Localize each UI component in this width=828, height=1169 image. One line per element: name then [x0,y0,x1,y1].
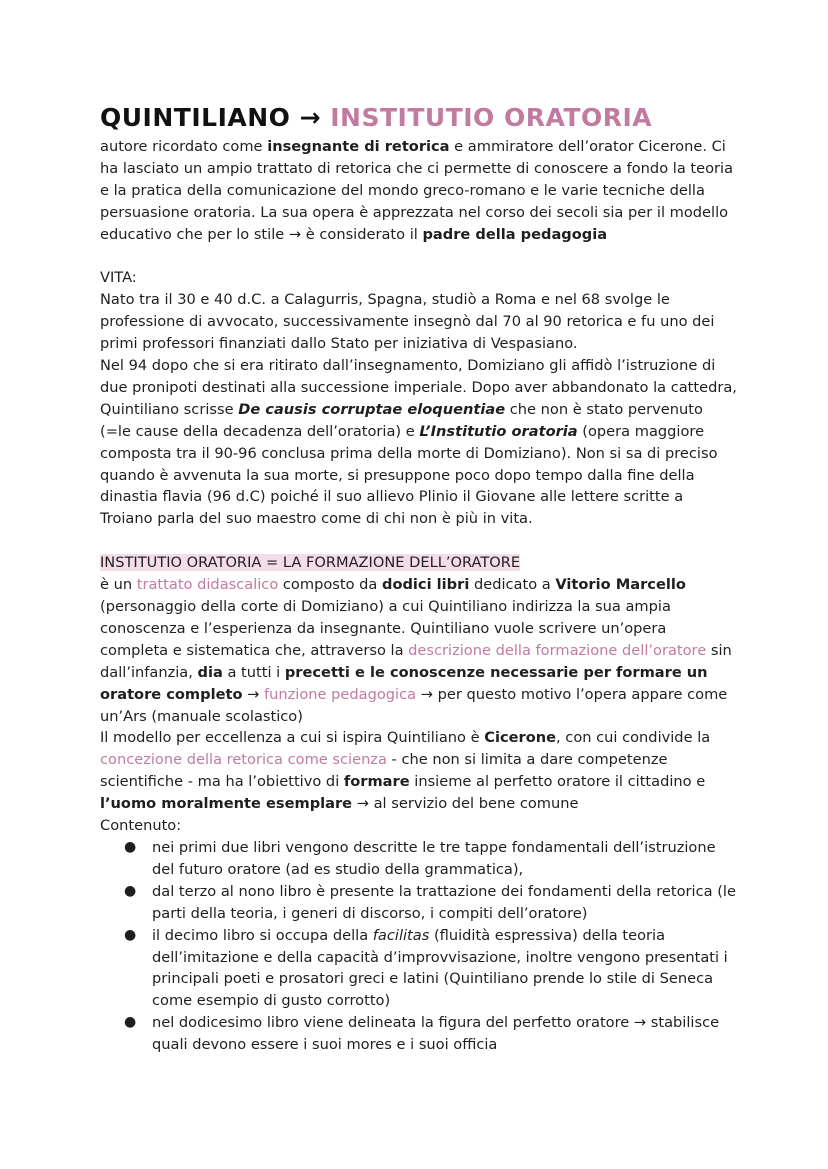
list-item [124,925,738,1013]
accent-text: concezione della retorica come scienza [100,751,387,769]
bold-text: Cicerone [484,729,557,747]
bullet-icon: ● [124,1014,137,1031]
intro-bold-1: insegnante di retorica [267,138,450,155]
vita-work-title-1: De causis corruptae eloquentiae [238,400,506,418]
vita-work-title-2: L’Institutio oratoria [419,422,578,440]
text: (personaggio della corte di Domiziano) a cui Quintiliano indirizza la sua ampia conoscenza e l’esperienza da insegnante. Quintiliano vuole scrivere un’opera completa e sistematica che, attraverso la [100,598,671,659]
text: → [242,685,264,703]
text: sin dall’infanzia, [100,641,732,681]
vita-text-c: che non è stato pervenuto (=le cause della decadenza dell’oratoria) e [100,400,703,440]
institutio-paragraph-1 [100,574,738,727]
page-title [100,100,738,136]
spacer [100,530,738,552]
text: , con cui condivide la [556,729,711,747]
list-item-text: dal terzo al nono libro è presente la trattazione dei fondamenti della retorica (le parti della teoria, i generi di discorso, i compiti dell’oratore) [152,882,736,922]
vita-heading: VITA: [100,269,137,287]
text: Il modello per eccellenza a cui si ispira Quintiliano è [100,729,485,747]
text: → al servizio del bene comune [352,795,579,813]
bold-text: dodici libri [382,576,470,594]
list-item-text: il decimo libro si occupa della [152,926,373,944]
list-item [124,837,738,881]
bold-text: precetti e le conoscenze necessarie per formare un oratore completo [100,663,708,703]
accent-text: trattato didascalico [136,576,279,594]
bullet-icon: ● [124,882,137,899]
text: dedicato a [469,576,556,594]
title-arrow: → [290,103,331,132]
text: insieme al perfetto oratore il cittadino e [409,773,706,791]
institutio-paragraph-2 [100,727,738,815]
list-item [124,1012,738,1056]
intro-paragraph [100,136,738,246]
intro-bold-2: padre della pedagogia [422,225,608,243]
bold-text: dia [197,663,223,681]
italic-text: facilitas [372,926,430,944]
accent-text: funzione pedagogica [264,685,417,703]
bold-text: Vitorio Marcello [555,576,686,594]
vita-text-a: Nel 94 dopo che si era ritirato dall’insegnamento, Domiziano gli affidò l’istruzione di due pronipoti destinati alla successione imperiale. Dopo aver abbandonato la cattedra, Quintiliano scrisse [100,357,737,418]
vita-paragraph-2 [100,355,738,530]
institutio-heading [100,552,738,574]
intro-text-2: e ammiratore dell’orator Cicerone. Ci ha lasciato un ampio trattato di retorica che ci permette di conoscere a fondo la teoria e la pratica della comunicazione del mondo greco-romano e le varie tecniche della persuasione oratoria. La sua opera è apprezzata nel corso dei secoli sia per il modello educativo che per lo stile → è considerato il [100,138,734,243]
title-work: INSTITUTIO ORATORIA [330,103,653,132]
list-item-text: nei primi due libri vengono descritte le tre tappe fondamentali dell’istruzione del futuro oratore (ad es studio della grammatica), [152,838,716,878]
accent-text: descrizione della formazione dell’oratore [408,641,707,659]
text: composto da [278,576,383,594]
bullet-icon: ● [124,926,137,943]
title-author: QUINTILIANO [100,103,291,132]
list-item-text: nel dodicesimo libro viene delineata la figura del perfetto oratore → stabilisce quali devono essere i suoi mores e i suoi officia [152,1014,720,1054]
vita-paragraph-1: Nato tra il 30 e 40 d.C. a Calagurris, Spagna, studiò a Roma e nel 68 svolge le professione di avvocato, successivamente insegnò dal 70 al 90 retorica e fu uno dei primi professori finanziati dallo Stato per iniziativa di Vespasiano. [100,291,715,353]
contenuto-label: Contenuto: [100,817,182,835]
list-item [124,881,738,925]
text: a tutti i [222,663,285,681]
spacer [100,246,738,268]
text: è un [100,576,137,594]
bold-text: l’uomo moralmente esemplare [100,795,353,813]
vita-text-e: (opera maggiore composta tra il 90-96 conclusa prima della morte di Domiziano). Non si sa di preciso quando è avvenuta la sua morte, si presuppone poco dopo tempo dalla fine della dinastia flavia (96 d.C) poiché il suo allievo Plinio il Giovane alle lettere scritte a Troiano parla del suo maestro come di chi non è più in vita. [100,422,718,528]
text: - che non si limita a dare competenze scientifiche - ma ha l’obiettivo di [100,751,668,791]
text: → per questo motivo l’opera appare come un’Ars (manuale scolastico) [100,685,728,725]
list-item-text: (fluidità espressiva) della teoria dell’imitazione e della capacità d’improvvisazione, inoltre vengono presentati i principali poeti e prosatori greci e latini (Quintiliano prende lo stile di Seneca come esempio di gusto corrotto) [152,926,728,1010]
institutio-heading-text: INSTITUTIO ORATORIA = LA FORMAZIONE DELL’ORATORE [100,554,521,572]
bold-text: formare [343,773,410,791]
bullet-icon: ● [124,838,137,855]
content-list [100,837,738,1056]
intro-text-1: autore ricordato come [100,138,268,155]
